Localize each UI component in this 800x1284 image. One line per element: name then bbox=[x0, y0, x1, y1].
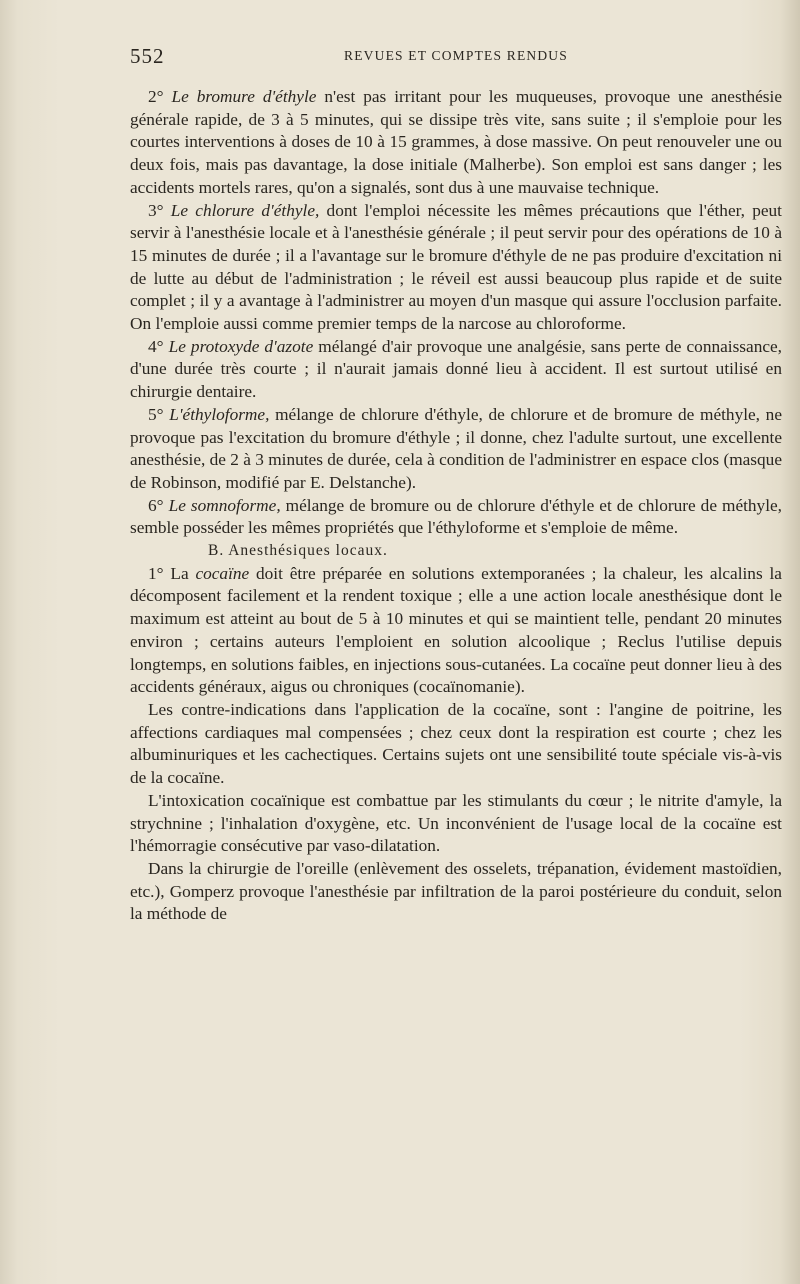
page-header bbox=[130, 44, 782, 68]
paragraph-intoxication: L'intoxication cocaïnique est combattue par les stimulants du cœur ; le nitrite d'amyle, la strychnine ; l'inhalation d'oxygène, etc. Un inconvénient de l'usage local de la cocaïne est l'hémorragie consécutive par vaso-dilatation. bbox=[130, 790, 782, 856]
item-term: Le bromure d'éthyle bbox=[171, 87, 317, 106]
item-term: Le somnoforme, bbox=[168, 495, 281, 515]
section-b-heading: B. Anesthésiques locaux. bbox=[208, 542, 388, 560]
item-number: 1° La bbox=[148, 563, 189, 583]
item-number: 5° bbox=[148, 404, 164, 424]
item-text: mélangé d'air provoque une analgésie, sans perte de connaissance, d'une durée très courte ; il n'aurait jamais donné lieu à accident. Il est surtout utilisé en chirurgie dentaire. bbox=[130, 336, 782, 402]
item-text: n'est pas irritant pour les muqueuses, provoque une anesthésie générale rapide, de 3 à 5 minutes, qui se dissipe très vite, sans suite ; il s'emploie pour les courtes interventions à doses de 10 à 15 grammes, à dose massive. On peut renouveler une ou deux fois, mais pas davantage, la dose initiale (Malherbe). Son emploi est sans danger ; les accidents mortels rares, qu'on a signalés, sont dus à une mauvaise technique. bbox=[130, 87, 782, 197]
body-text bbox=[130, 86, 782, 926]
item-text: mélange de chlorure d'éthyle, de chlorure et de bromure de méthyle, ne provoque pas l'excitation du bromure d'éthyle ; il donne, chez l'adulte surtout, une excellente anesthésie, de 2 à 3 minutes de durée, cela à condition de l'administrer en espace clos (masque de Robinson, modifié par E. Delstanche). bbox=[130, 404, 782, 492]
item-text: dont l'emploi nécessite les mêmes précautions que l'éther, peut servir à l'anesthésie locale et à l'anesthésie générale ; il peut servir pour des opérations de 10 à 15 minutes de durée ; il a l'avantage sur le bromure d'éthyle de ne pas produire d'excitation ni de lutte au début de l'administration ; le réveil est aussi beaucoup plus rapide et de suite complet ; il y a avantage à l'administrer au moyen d'un masque qui assure l'occlusion parfaite. On l'emploie aussi comme premier temps de la narcose au chloroforme. bbox=[130, 200, 782, 334]
item-number: 3° bbox=[148, 200, 164, 220]
paragraph-ethyloforme bbox=[130, 404, 782, 495]
item-text: mélange de bromure ou de chlorure d'éthyle et de chlorure de méthyle, semble posséder les mêmes propriétés que l'éthyloforme et s'emploie de même. bbox=[130, 495, 782, 538]
item-term: Le chlorure d'éthyle, bbox=[170, 200, 320, 220]
paragraph-chirurgie-oreille: Dans la chirurgie de l'oreille (enlèvement des osselets, trépanation, évidement mastoïdien, etc.), Gomperz provoque l'anesthésie par infiltration de la paroi postérieure du conduit, selon la méthode de bbox=[130, 858, 782, 924]
item-number: 6° bbox=[148, 495, 164, 515]
paragraph-cocaine bbox=[130, 563, 782, 699]
page-number: 552 bbox=[130, 44, 165, 68]
item-term: L'éthyloforme, bbox=[169, 404, 270, 424]
item-number: 2° bbox=[148, 87, 164, 106]
paragraph-somnoforme bbox=[130, 495, 782, 540]
paragraph-contre-indications: Les contre-indications dans l'application de la cocaïne, sont : l'angine de poitrine, les affections cardiaques mal compensées ; chez ceux dont la respiration est courte ; chez les albuminuriques et les cachectiques. Certains sujets ont une sensibilité toute spéciale vis-à-vis de la cocaïne. bbox=[130, 699, 782, 788]
paragraph-bromure bbox=[130, 86, 782, 200]
running-title: REVUES ET COMPTES RENDUS bbox=[344, 48, 568, 63]
paragraph-chlorure bbox=[130, 200, 782, 336]
item-term: Le protoxyde d'azote bbox=[168, 336, 314, 356]
item-number: 4° bbox=[148, 336, 164, 356]
item-text: doit être préparée en solutions extemporanées ; la chaleur, les alcalins la décomposent facilement et la rendent toxique ; elle a une action locale anesthésique dont le maximum est atteint au bout de 5 à 10 minutes et qui se maintient telle, pendant 20 minutes environ ; certains auteurs l'emploient en solution alcoolique ; Reclus l'utilise depuis longtemps, en solutions faibles, en injections sous-cutanées. La cocaïne peut donner lieu à des accidents généraux, aigus ou chroniques (cocaïnomanie). bbox=[130, 563, 782, 697]
paragraph-protoxyde bbox=[130, 336, 782, 404]
item-term: cocaïne bbox=[195, 563, 250, 583]
